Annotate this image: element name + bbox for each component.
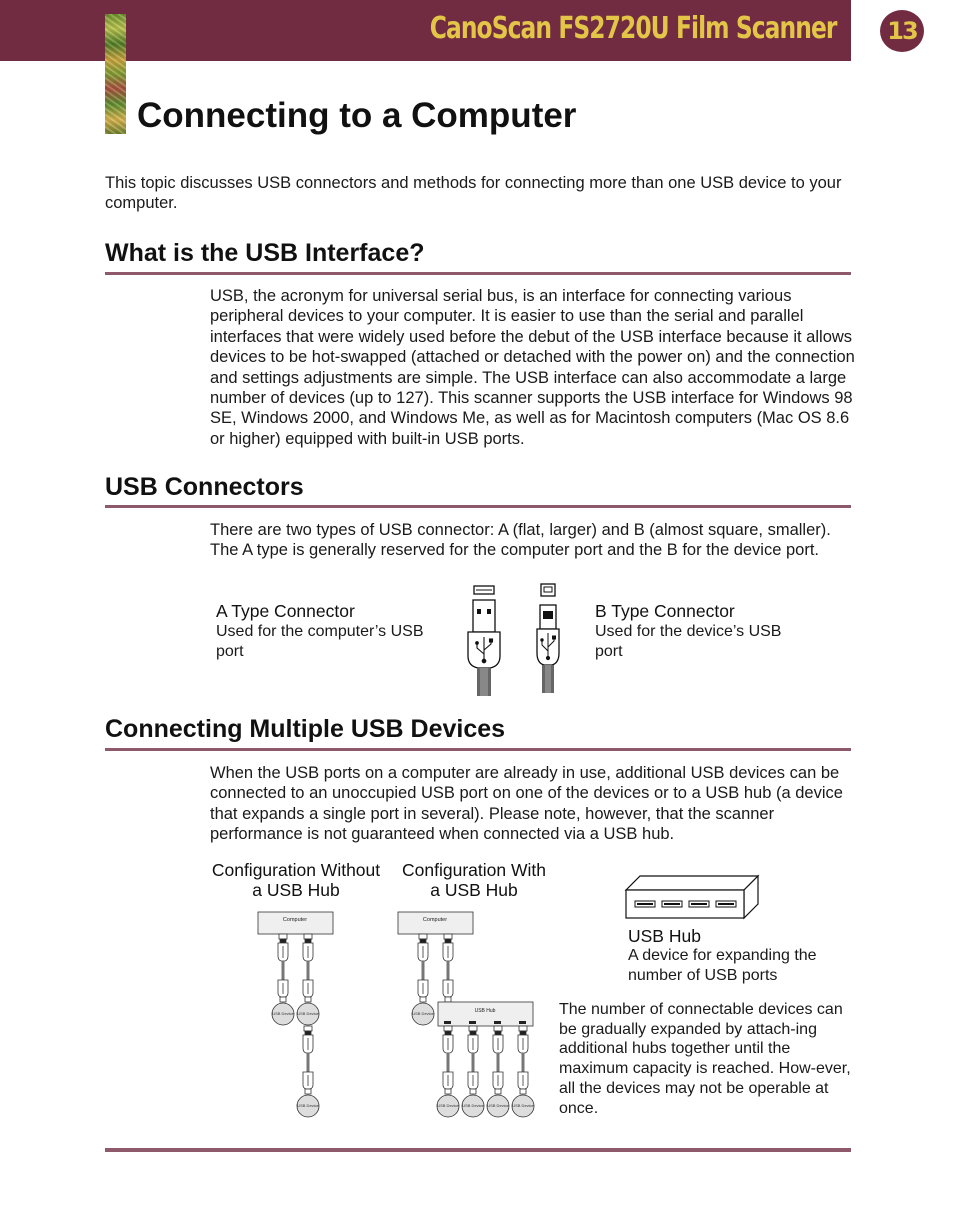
usb-device-label: USB Device [512,1103,534,1108]
heading-multiple-devices: Connecting Multiple USB Devices [105,715,506,743]
header-title: CanoScan FS2720U Film Scanner [430,11,837,46]
b-type-desc: Used for the device’s USB port [595,623,782,660]
usb-b-connector-icon [530,581,566,693]
usb-device-label: USB Device [297,1011,319,1016]
page-number-badge: 13 [880,10,924,52]
config-with-hub-title: Configuration With a USB Hub [402,860,546,900]
heading-usb-interface: What is the USB Interface? [105,239,425,267]
usb-device-label: USB Device [437,1103,459,1108]
section-divider [105,748,851,751]
page-title: Connecting to a Computer [137,96,577,135]
intro-paragraph: This topic discusses USB connectors and methods for connecting more than one USB device to your computer. [105,174,842,213]
config-without-hub-title: Configuration Without a USB Hub [211,860,381,900]
usb-hub-desc: A device for expanding the number of USB ports [628,947,817,984]
computer-label: Computer [422,917,448,923]
usb-hub-icon [622,872,762,922]
usb-connectors-paragraph: There are two types of USB connector: A (flat, larger) and B (almost square, smaller). The A type is generally reserved for the computer port and the B for the device port. [210,521,831,560]
usb-device-label: USB Device [297,1103,319,1108]
section-divider [105,272,851,275]
usb-interface-paragraph: USB, the acronym for universal serial bus, is an interface for connecting various peripheral devices to your computer. It is easier to use than the serial and parallel interfaces that were widely used before the debut of the USB interface because it allows devices to be hot-swapped (attached or detached with the power on) and the connection and settings adjustments are simple. The USB interface can also accommodate a large number of devices (up to 127). This scanner supports the USB interface for Windows 98 SE, Windows 2000, and Windows Me, as well as for Macintosh computers (Mac OS 8.6 or higher) equipped with built-in USB ports. [210,287,855,448]
b-type-title: B Type Connector [595,601,735,621]
usb-a-connector-icon [462,584,506,696]
usb-hub-title: USB Hub [628,926,701,946]
usb-device-label: USB Device [462,1103,484,1108]
section-divider [105,505,851,508]
a-type-desc: Used for the computer’s USB port [216,623,424,660]
usb-hub-label: USB Hub [474,1008,496,1014]
usb-device-label: USB Device [272,1011,294,1016]
usb-device-label: USB Device [412,1011,434,1016]
usb-configuration-diagram [0,900,560,1125]
leaf-photo-strip [105,14,126,134]
a-type-title: A Type Connector [216,601,355,621]
heading-usb-connectors: USB Connectors [105,473,304,501]
usb-device-label: USB Device [487,1103,509,1108]
hub-expansion-note: The number of connectable devices can be gradually expanded by attach-ing additional hubs together until the maximum capacity is reached. How-ever, all the devices may not be operable at once. [559,1001,851,1117]
computer-label: Computer [282,917,308,923]
multiple-devices-paragraph: When the USB ports on a computer are already in use, additional USB devices can be connected to an unoccupied USB port on one of the devices or to a USB hub (a device that expands a single port in several). Please note, however, that the scanner performance is not guaranteed when connected via a USB hub. [210,764,843,844]
footer-divider [105,1148,851,1152]
header-bar [0,0,851,61]
